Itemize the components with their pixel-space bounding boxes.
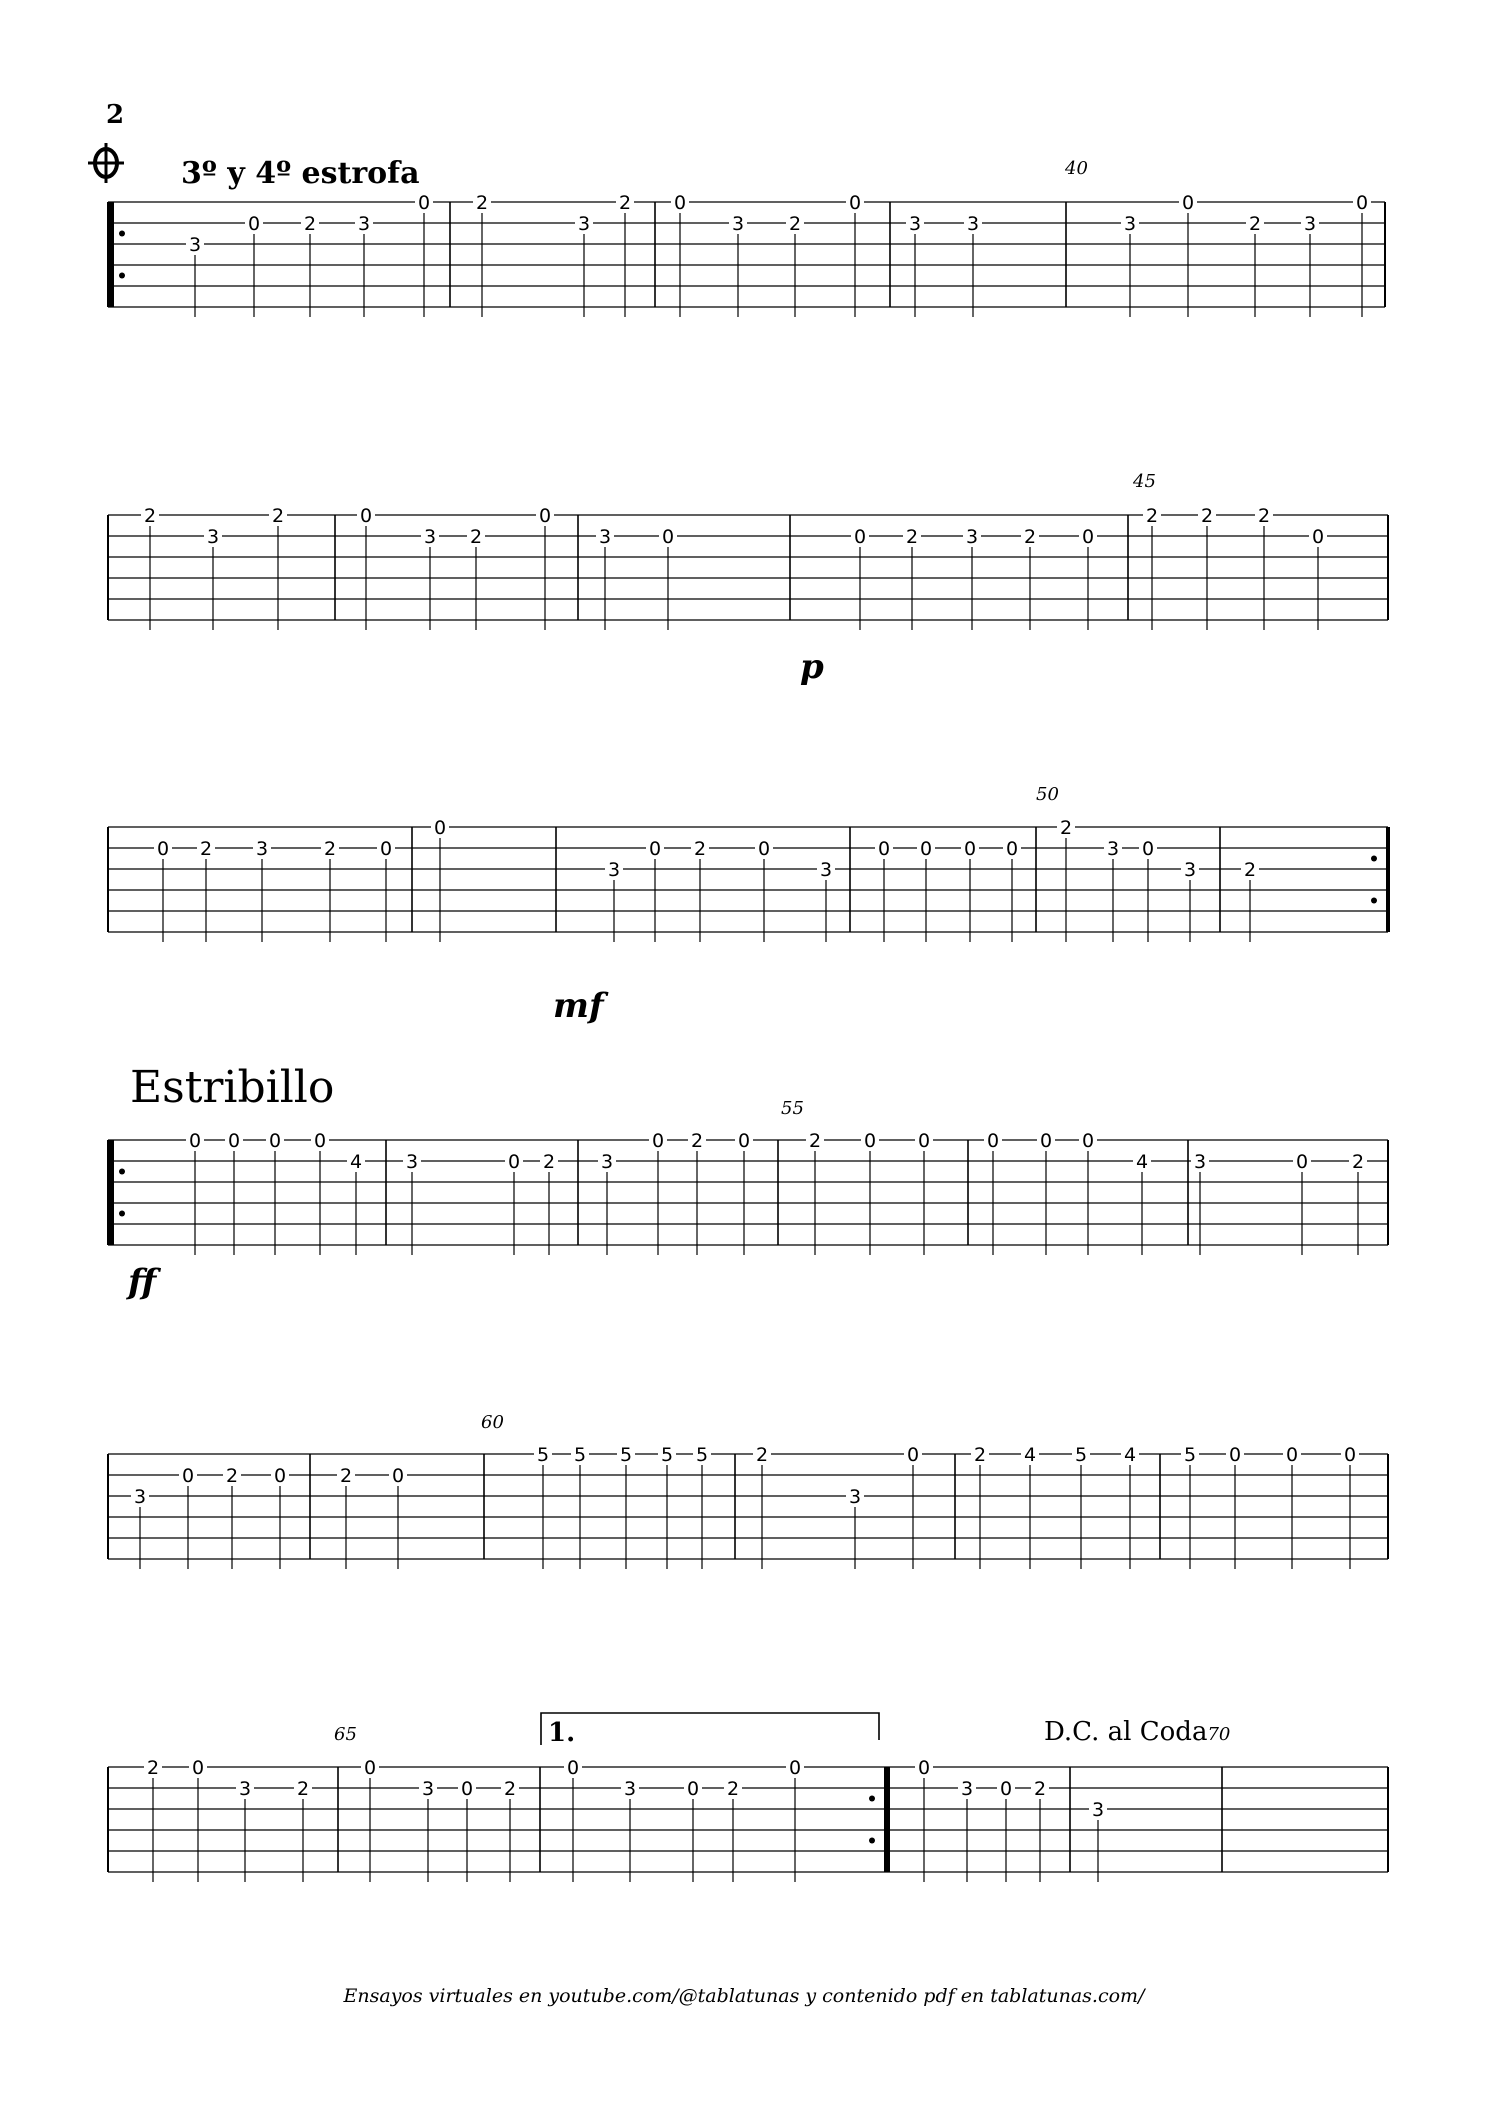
tab-fret-number: 2 [475, 192, 489, 214]
tab-fret-number: 3 [188, 234, 202, 256]
dynamic-mf: mf [553, 986, 604, 1026]
tab-fret-number: 2 [690, 1130, 704, 1152]
tab-fret-number: 3 [1193, 1151, 1207, 1173]
tab-fret-number: 3 [1183, 859, 1197, 881]
tab-fret-number: 0 [917, 1130, 931, 1152]
tab-fret-number: 0 [1181, 192, 1195, 214]
bar-number-60: 60 [481, 1412, 504, 1433]
tab-staff-5 [0, 1442, 1488, 1582]
tab-fret-number: 2 [755, 1444, 769, 1466]
tab-fret-number: 3 [255, 838, 269, 860]
tab-fret-number: 5 [1183, 1444, 1197, 1466]
tab-fret-number: 3 [357, 213, 371, 235]
tab-staff-3 [0, 815, 1488, 955]
tab-fret-number: 3 [1123, 213, 1137, 235]
tab-fret-number: 0 [1228, 1444, 1242, 1466]
tab-fret-number: 2 [339, 1465, 353, 1487]
tab-fret-number: 2 [1059, 817, 1073, 839]
tab-fret-number: 2 [1243, 859, 1257, 881]
tab-fret-number: 0 [788, 1757, 802, 1779]
tab-fret-number: 5 [619, 1444, 633, 1466]
tab-fret-number: 2 [146, 1757, 160, 1779]
tab-fret-number: 3 [238, 1778, 252, 1800]
tab-fret-number: 3 [966, 213, 980, 235]
tab-fret-number: 3 [421, 1778, 435, 1800]
tab-fret-number: 0 [1081, 1130, 1095, 1152]
tab-fret-number: 0 [906, 1444, 920, 1466]
tab-fret-number: 3 [819, 859, 833, 881]
tab-fret-number: 0 [247, 213, 261, 235]
tab-fret-number: 0 [1343, 1444, 1357, 1466]
tab-fret-number: 0 [648, 838, 662, 860]
tab-fret-number: 2 [271, 505, 285, 527]
tab-fret-number: 2 [1033, 1778, 1047, 1800]
repeat-dot [1371, 898, 1377, 904]
chorus-title: Estribillo [130, 1062, 335, 1113]
dynamic-p: p [800, 647, 824, 687]
tab-fret-number: 3 [960, 1778, 974, 1800]
tab-fret-number: 5 [695, 1444, 709, 1466]
tab-fret-number: 3 [577, 213, 591, 235]
tab-staff-2 [0, 503, 1488, 643]
tab-fret-number: 0 [379, 838, 393, 860]
tab-fret-number: 0 [1039, 1130, 1053, 1152]
tab-fret-number: 3 [1091, 1799, 1105, 1821]
tab-fret-number: 3 [908, 213, 922, 235]
tab-staff-6 [0, 1755, 1488, 1895]
tab-fret-number: 0 [156, 838, 170, 860]
tab-fret-number: 0 [313, 1130, 327, 1152]
tab-fret-number: 3 [1106, 838, 1120, 860]
tab-fret-number: 3 [623, 1778, 637, 1800]
bar-number-50: 50 [1036, 784, 1059, 805]
tab-fret-number: 0 [181, 1465, 195, 1487]
tab-fret-number: 0 [863, 1130, 877, 1152]
tab-fret-number: 0 [188, 1130, 202, 1152]
repeat-end-bar [884, 1767, 890, 1872]
repeat-dot [119, 231, 125, 237]
tab-fret-number: 5 [536, 1444, 550, 1466]
tab-fret-number: 2 [905, 526, 919, 548]
section-title: 3º y 4º estrofa [181, 156, 420, 191]
footer-note: Ensayos virtuales en youtube.com/@tablatunas y contenido pdf en tablatunas.com/ [343, 1985, 1145, 2007]
tab-fret-number: 0 [1141, 838, 1155, 860]
tab-fret-number: 0 [273, 1465, 287, 1487]
tab-fret-number: 0 [507, 1151, 521, 1173]
volta-bracket [540, 1710, 880, 1746]
tab-fret-number: 3 [206, 526, 220, 548]
repeat-start-bar [108, 202, 114, 307]
tab-fret-number: 0 [651, 1130, 665, 1152]
page-number: 2 [106, 100, 125, 130]
tab-fret-number: 0 [227, 1130, 241, 1152]
tab-fret-number: 0 [268, 1130, 282, 1152]
tab-fret-number: 2 [503, 1778, 517, 1800]
tab-fret-number: 0 [877, 838, 891, 860]
tab-fret-number: 0 [673, 192, 687, 214]
tab-fret-number: 2 [726, 1778, 740, 1800]
tab-staff-4 [0, 1128, 1488, 1268]
tab-fret-number: 4 [1135, 1151, 1149, 1173]
repeat-dot [119, 1169, 125, 1175]
tab-fret-number: 2 [1200, 505, 1214, 527]
tab-fret-number: 3 [1303, 213, 1317, 235]
repeat-dot [119, 1211, 125, 1217]
tab-fret-number: 3 [405, 1151, 419, 1173]
tab-fret-number: 4 [1123, 1444, 1137, 1466]
tab-fret-number: 5 [573, 1444, 587, 1466]
tab-fret-number: 3 [607, 859, 621, 881]
tab-fret-number: 0 [538, 505, 552, 527]
tab-fret-number: 2 [1257, 505, 1271, 527]
tab-fret-number: 0 [757, 838, 771, 860]
tab-fret-number: 0 [1285, 1444, 1299, 1466]
tab-fret-number: 0 [737, 1130, 751, 1152]
bar-number-40: 40 [1065, 158, 1088, 179]
tab-fret-number: 5 [660, 1444, 674, 1466]
tab-fret-number: 3 [965, 526, 979, 548]
tab-fret-number: 3 [731, 213, 745, 235]
tab-fret-number: 0 [999, 1778, 1013, 1800]
tab-staff-1 [0, 190, 1488, 330]
bar-number-45: 45 [1133, 471, 1156, 492]
bar-number-55: 55 [781, 1098, 804, 1119]
tab-fret-number: 0 [661, 526, 675, 548]
tab-fret-number: 0 [1355, 192, 1369, 214]
tab-fret-number: 4 [349, 1151, 363, 1173]
tab-fret-number: 2 [1351, 1151, 1365, 1173]
tab-fret-number: 0 [433, 817, 447, 839]
tab-fret-number: 0 [1081, 526, 1095, 548]
tab-fret-number: 2 [618, 192, 632, 214]
tab-fret-number: 0 [919, 838, 933, 860]
volta-label: 1. [548, 1718, 576, 1748]
tab-fret-number: 0 [566, 1757, 580, 1779]
tab-fret-number: 4 [1023, 1444, 1037, 1466]
tab-fret-number: 0 [853, 526, 867, 548]
tab-fret-number: 0 [1005, 838, 1019, 860]
repeat-dot [869, 1796, 875, 1802]
tab-fret-number: 2 [1145, 505, 1159, 527]
tab-fret-number: 0 [191, 1757, 205, 1779]
tab-fret-number: 3 [133, 1486, 147, 1508]
tab-fret-number: 5 [1074, 1444, 1088, 1466]
dc-al-coda: D.C. al Coda70 [1044, 1717, 1231, 1747]
tab-fret-number: 2 [225, 1465, 239, 1487]
tab-fret-number: 2 [296, 1778, 310, 1800]
repeat-dot [119, 273, 125, 279]
tab-fret-number: 3 [600, 1151, 614, 1173]
tab-fret-number: 0 [391, 1465, 405, 1487]
tab-fret-number: 3 [848, 1486, 862, 1508]
tab-fret-number: 2 [469, 526, 483, 548]
tab-fret-number: 0 [460, 1778, 474, 1800]
bar-number-65: 65 [334, 1724, 357, 1745]
coda-sign-icon [86, 141, 126, 185]
tab-fret-number: 0 [1295, 1151, 1309, 1173]
repeat-start-bar [108, 1140, 114, 1245]
tab-fret-number: 0 [1311, 526, 1325, 548]
repeat-dot [1371, 856, 1377, 862]
tab-fret-number: 2 [199, 838, 213, 860]
tab-fret-number: 2 [1248, 213, 1262, 235]
tab-fret-number: 3 [423, 526, 437, 548]
tab-fret-number: 2 [143, 505, 157, 527]
tab-fret-number: 2 [788, 213, 802, 235]
tab-fret-number: 2 [323, 838, 337, 860]
tab-fret-number: 2 [693, 838, 707, 860]
tab-fret-number: 0 [417, 192, 431, 214]
tab-fret-number: 0 [359, 505, 373, 527]
tab-fret-number: 2 [973, 1444, 987, 1466]
tab-fret-number: 0 [963, 838, 977, 860]
tab-fret-number: 0 [363, 1757, 377, 1779]
tab-fret-number: 0 [686, 1778, 700, 1800]
tab-fret-number: 0 [986, 1130, 1000, 1152]
dynamic-ff: ff [128, 1262, 157, 1302]
tab-fret-number: 2 [542, 1151, 556, 1173]
tab-fret-number: 0 [917, 1757, 931, 1779]
tab-fret-number: 3 [598, 526, 612, 548]
tab-fret-number: 2 [303, 213, 317, 235]
tab-fret-number: 2 [1023, 526, 1037, 548]
tab-fret-number: 2 [808, 1130, 822, 1152]
repeat-dot [869, 1838, 875, 1844]
tab-fret-number: 0 [848, 192, 862, 214]
